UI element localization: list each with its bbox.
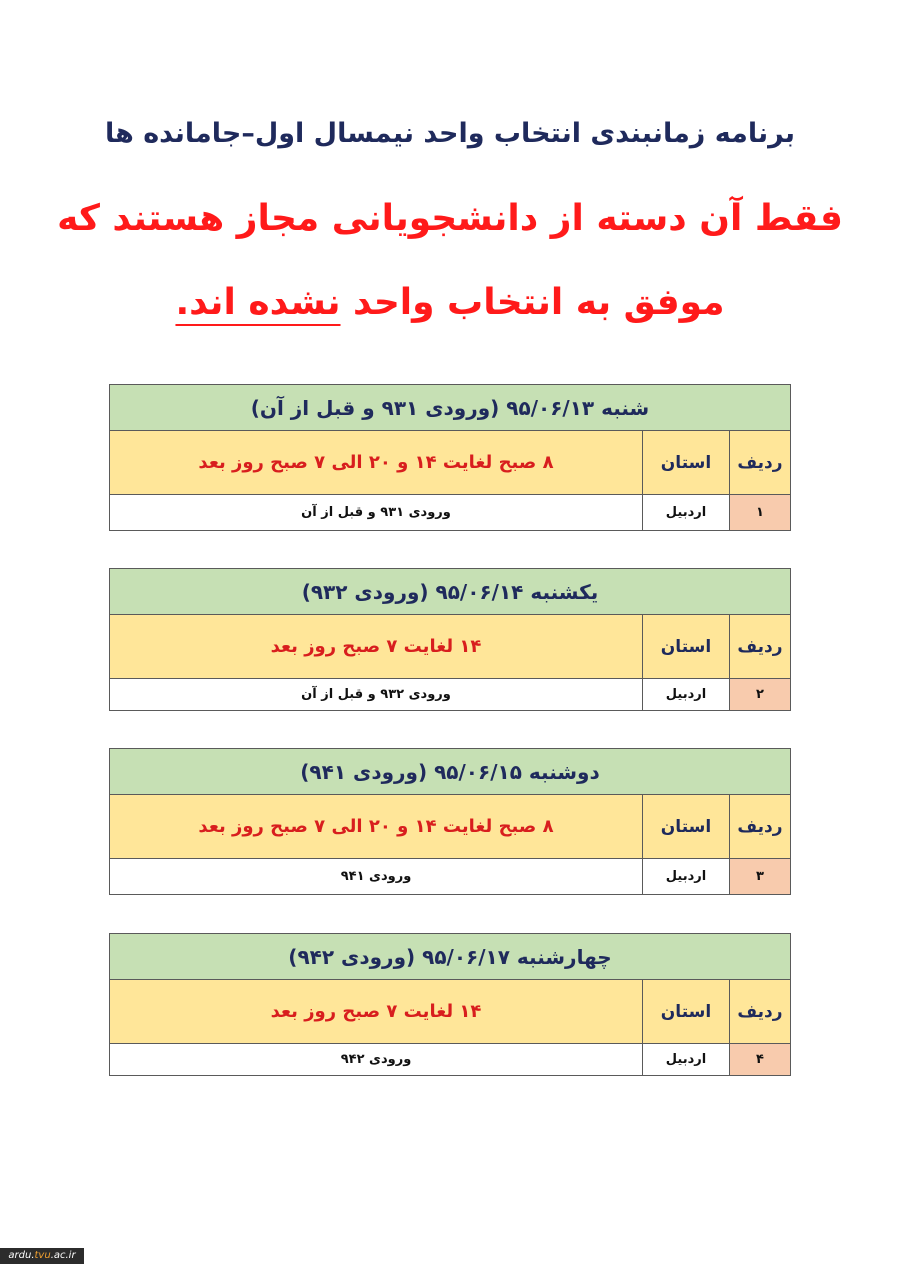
- table-row: [110, 859, 791, 895]
- schedule-time-range: ۱۴ لغایت ۷ صبح روز بعد: [110, 980, 643, 1044]
- row-cohort: ورودی ۹۳۱ و قبل از آن: [110, 495, 643, 531]
- table-row: [110, 1044, 791, 1076]
- table-row: [110, 495, 791, 531]
- column-province: استان: [643, 431, 730, 495]
- url-suffix: .ac.ir: [50, 1250, 76, 1261]
- schedule-day-label: دوشنبه ۹۵/۰۶/۱۵ (ورودی ۹۴۱): [110, 749, 791, 795]
- table-row: [110, 679, 791, 711]
- column-row-number: ردیف: [730, 431, 791, 495]
- row-number: ۲: [730, 679, 791, 711]
- schedule-day-header: [110, 934, 791, 980]
- site-url-badge[interactable]: [0, 1248, 84, 1264]
- column-row-number: ردیف: [730, 795, 791, 859]
- schedule-day-label: شنبه ۹۵/۰۶/۱۳ (ورودی ۹۳۱ و قبل از آن): [110, 385, 791, 431]
- row-cohort: ورودی ۹۳۲ و قبل از آن: [110, 679, 643, 711]
- schedule-column-header: [110, 980, 791, 1044]
- column-province: استان: [643, 980, 730, 1044]
- column-row-number: ردیف: [730, 615, 791, 679]
- schedule-table-4: [109, 933, 791, 1076]
- schedule-table-1: [109, 384, 791, 531]
- schedule-column-header: [110, 795, 791, 859]
- column-row-number: ردیف: [730, 980, 791, 1044]
- row-cohort: ورودی ۹۴۲: [110, 1044, 643, 1076]
- url-prefix: ardu.: [8, 1250, 35, 1261]
- page-title: برنامه زمانبندی انتخاب واحد نیمسال اول–جامانده ها: [104, 118, 796, 149]
- schedule-table-2: [109, 568, 791, 711]
- row-province: اردبیل: [643, 859, 730, 895]
- schedule-table-3: [109, 748, 791, 895]
- row-province: اردبیل: [643, 679, 730, 711]
- schedule-day-header: [110, 385, 791, 431]
- row-cohort: ورودی ۹۴۱: [110, 859, 643, 895]
- column-province: استان: [643, 615, 730, 679]
- schedule-time-range: ۸ صبح لغایت ۱۴ و ۲۰ الی ۷ صبح روز بعد: [110, 795, 643, 859]
- column-province: استان: [643, 795, 730, 859]
- schedule-column-header: [110, 615, 791, 679]
- schedule-time-range: ۱۴ لغایت ۷ صبح روز بعد: [110, 615, 643, 679]
- row-number: ۴: [730, 1044, 791, 1076]
- eligibility-notice-line1: فقط آن دسته از دانشجویانی مجاز هستند که: [57, 198, 843, 239]
- row-number: ۳: [730, 859, 791, 895]
- eligibility-notice-line2: [0, 282, 900, 323]
- row-province: اردبیل: [643, 1044, 730, 1076]
- notice-line2-prefix: موفق به انتخاب واحد: [340, 282, 725, 323]
- row-province: اردبیل: [643, 495, 730, 531]
- row-number: ۱: [730, 495, 791, 531]
- schedule-day-label: چهارشنبه ۹۵/۰۶/۱۷ (ورودی ۹۴۲): [110, 934, 791, 980]
- url-highlight: tvu: [34, 1250, 51, 1261]
- schedule-time-range: ۸ صبح لغایت ۱۴ و ۲۰ الی ۷ صبح روز بعد: [110, 431, 643, 495]
- schedule-column-header: [110, 431, 791, 495]
- schedule-day-label: یکشنبه ۹۵/۰۶/۱۴ (ورودی ۹۳۲): [110, 569, 791, 615]
- notice-line2-underlined: نشده اند.: [175, 282, 341, 323]
- schedule-day-header: [110, 749, 791, 795]
- schedule-day-header: [110, 569, 791, 615]
